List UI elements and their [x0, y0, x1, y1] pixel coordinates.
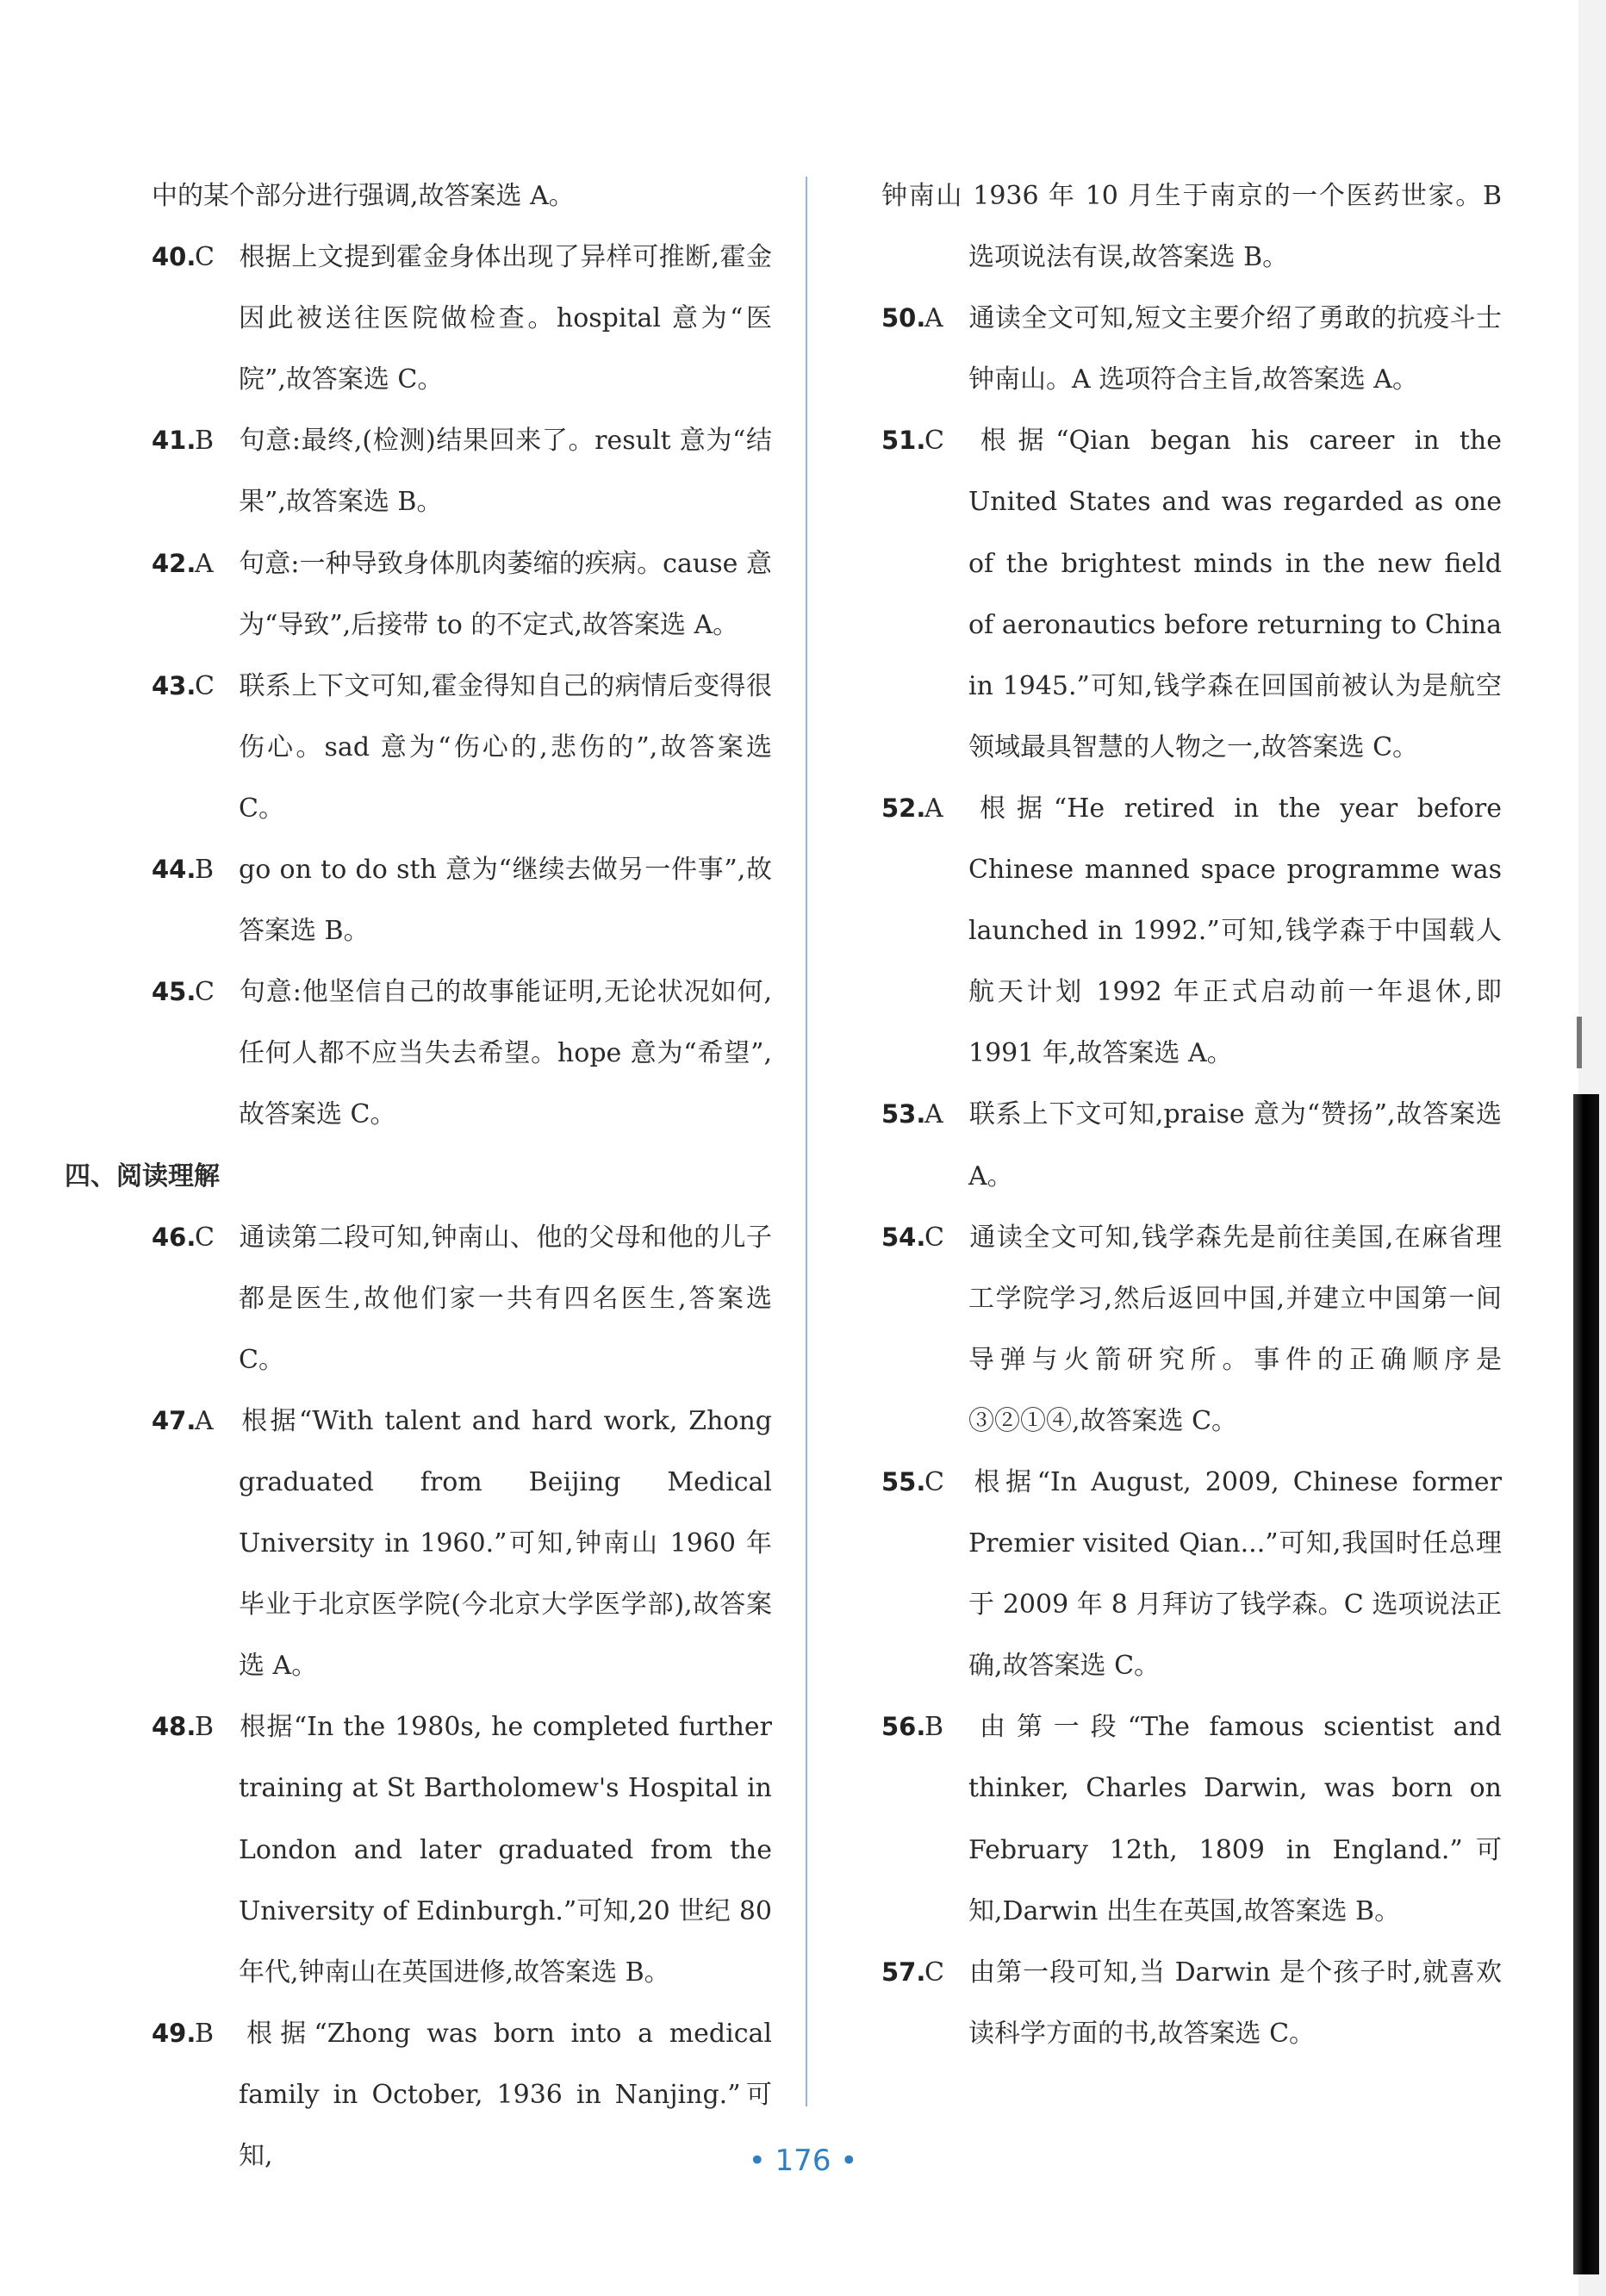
answer-letter: C	[195, 242, 215, 273]
answer-explanation: 由第一段“The famous scientist and thinker, Charles Darwin, was born on February 12th, 1809 in England.”可知,Darwin 出生在英国,故答案选 B。	[968, 1712, 1502, 1926]
answer-explanation: 通读全文可知,钱学森先是前往美国,在麻省理工学院学习,然后返回中国,并建立中国第一间导弹与火箭研究所。事件的正确顺序是③②①④,故答案选 C。	[968, 1222, 1502, 1436]
answer-explanation: 联系上下文可知,praise 意为“赞扬”,故答案选 A。	[968, 1099, 1502, 1192]
answer-item	[881, 778, 1502, 1084]
answer-explanation: 根据“In the 1980s, he completed further training at St Bartholomew's Hospital in London and later graduated from the University of Edinburgh.”可知,20 世纪 80 年代,钟南山在英国进修,故答案选 B。	[239, 1712, 772, 1988]
answer-number: 42.	[152, 548, 196, 578]
answer-item	[881, 1207, 1502, 1452]
answer-number: 45.	[152, 977, 196, 1007]
answer-letter: A	[195, 1405, 214, 1436]
answer-item	[152, 961, 772, 1145]
answer-number: 46.	[152, 1222, 196, 1252]
left-column	[65, 165, 772, 2187]
answer-letter: A	[924, 1099, 943, 1130]
answer-letter: C	[924, 426, 944, 457]
answer-letter: B	[195, 855, 215, 886]
answer-explanation: 句意:他坚信自己的故事能证明,无论状况如何,任何人都不应当失去希望。hope 意为“希望”,故答案选 C。	[239, 977, 772, 1130]
answer-explanation: 通读全文可知,短文主要介绍了勇敢的抗疫斗士钟南山。A 选项符合主旨,故答案选 A。	[968, 303, 1502, 395]
answer-number: 41.	[152, 426, 196, 456]
answer-letter: C	[195, 1222, 215, 1253]
answer-item	[152, 1391, 772, 1696]
answer-letter: C	[195, 977, 215, 1008]
answer-explanation: 根据“He retired in the year before Chinese manned space programme was launched in 1992.”可知,钱学森于中国载人航天计划 1992 年正式启动前一年退休,即 1991 年,故答案选 A。	[968, 793, 1502, 1069]
answer-number: 51.	[881, 426, 926, 456]
answer-letter: C	[924, 1222, 944, 1253]
answer-letter: B	[195, 2018, 215, 2049]
answer-explanation: 由第一段可知,当 Darwin 是个孩子时,就喜欢读科学方面的书,故答案选 C。	[968, 1957, 1502, 2049]
answer-item	[152, 533, 772, 656]
answer-letter: A	[924, 793, 943, 824]
answer-explanation: 根据上文提到霍金身体出现了异样可推断,霍金因此被送往医院做检查。hospital 意为“医院”,故答案选 C。	[239, 242, 772, 395]
answer-explanation: 根据“Zhong was born into a medical family in October, 1936 in Nanjing.”可知,	[239, 2018, 772, 2171]
answer-item	[881, 1942, 1502, 2064]
answer-item	[152, 1207, 772, 1391]
answer-explanation: 根据“Qian began his career in the United States and was regarded as one of the brightest minds in the new field of aeronautics before returning to China in 1945.”可知,钱学森在回国前被认为是航空领域最具智慧的人物之一,故答案选 C。	[968, 426, 1502, 762]
scan-edge-shadow	[1573, 1094, 1599, 2274]
section-heading: 四、阅读理解	[65, 1160, 220, 1192]
answer-explanation: 根据“With talent and hard work, Zhong graduated from Beijing Medical University in 1960.”可知,钟南山 1960 年毕业于北京医学院(今北京大学医学部),故答案选 A。	[239, 1405, 772, 1682]
answer-letter: C	[924, 1957, 944, 1988]
answer-letter: C	[195, 670, 215, 701]
answer-number: 52.	[881, 793, 926, 823]
answer-number: 43.	[152, 670, 196, 700]
answer-item	[152, 839, 772, 961]
answer-number: 44.	[152, 855, 196, 885]
answer-explanation: 句意:一种导致身体肌肉萎缩的疾病。cause 意为“导致”,后接带 to 的不定式,故答案选 A。	[239, 548, 772, 640]
answer-explanation: 通读第二段可知,钟南山、他的父母和他的儿子都是医生,故他们家一共有四名医生,答案选 C。	[239, 1222, 772, 1375]
column-divider	[806, 177, 807, 2106]
answer-number: 48.	[152, 1712, 196, 1742]
answer-explanation: 根据“In August, 2009, Chinese former Premier visited Qian...”可知,我国时任总理于 2009 年 8 月拜访了钱学森。C 选项说法正确,故答案选 C。	[968, 1466, 1502, 1682]
continuation-text: 中的某个部分进行强调,故答案选 A。	[152, 181, 575, 211]
continuation-text: 钟南山 1936 年 10 月生于南京的一个医药世家。B 选项说法有误,故答案选 B。	[881, 181, 1502, 273]
answer-item	[881, 1084, 1502, 1206]
answer-item	[881, 288, 1502, 410]
right-column	[881, 165, 1502, 2064]
answer-item	[152, 410, 772, 532]
answer-letter: B	[195, 1712, 215, 1743]
answer-item	[152, 1696, 772, 2002]
answer-letter: B	[924, 1712, 944, 1743]
answer-letter: A	[924, 303, 943, 334]
scan-edge-mark	[1577, 1017, 1582, 1068]
answer-item	[881, 1452, 1502, 1696]
answer-item	[881, 1696, 1502, 1941]
answer-number: 56.	[881, 1712, 926, 1742]
answer-number: 49.	[152, 2018, 196, 2048]
answer-item	[152, 227, 772, 410]
answer-item	[152, 656, 772, 839]
answer-number: 40.	[152, 242, 196, 272]
answer-letter: C	[924, 1466, 944, 1497]
answer-number: 53.	[881, 1099, 926, 1129]
answer-item	[881, 410, 1502, 778]
answer-number: 54.	[881, 1222, 926, 1252]
answer-explanation: 句意:最终,(检测)结果回来了。result 意为“结果”,故答案选 B。	[239, 426, 772, 518]
answer-number: 50.	[881, 303, 926, 333]
page-number: • 176 •	[748, 2144, 858, 2178]
answer-number: 57.	[881, 1957, 926, 1987]
answer-letter: A	[195, 548, 214, 579]
answer-number: 47.	[152, 1405, 196, 1435]
answer-letter: B	[195, 426, 215, 457]
answer-number: 55.	[881, 1466, 926, 1496]
answer-explanation: 联系上下文可知,霍金得知自己的病情后变得很伤心。sad 意为“伤心的,悲伤的”,故答案选 C。	[239, 670, 772, 824]
answer-explanation: go on to do sth 意为“继续去做另一件事”,故答案选 B。	[239, 855, 772, 947]
